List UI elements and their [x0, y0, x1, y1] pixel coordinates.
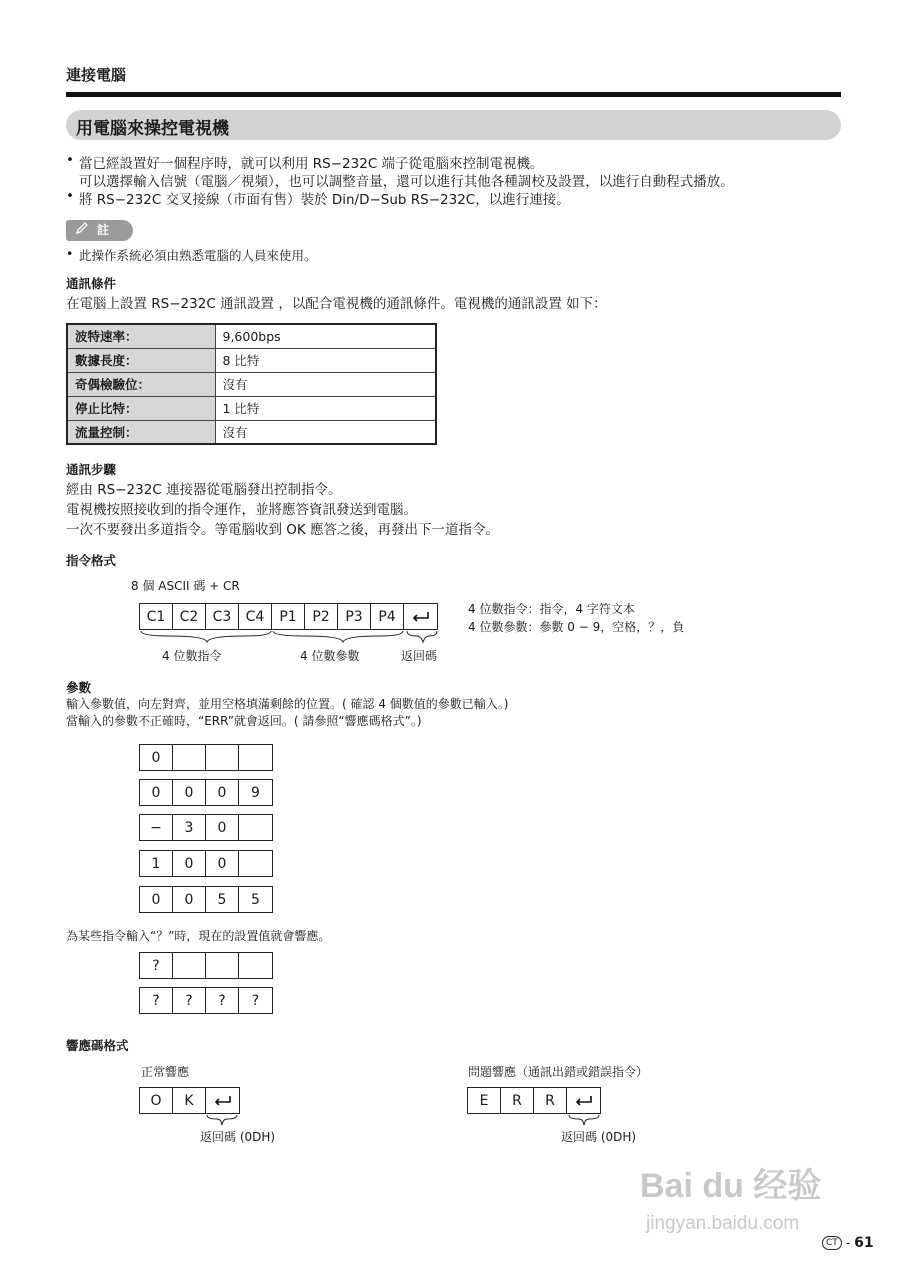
command-format-boxes	[139, 603, 438, 630]
procedure-line-2: 電視機按照接收到的指令運作，並將應答資訊發送到電腦。	[66, 502, 417, 518]
table-row	[67, 372, 436, 396]
query-cell: ?	[251, 992, 260, 1009]
param-cell: 0	[140, 780, 173, 805]
param-cell: 0	[173, 887, 206, 912]
intro-bullet-2: • 將 RS−232C 交叉接線（市面有售）裝於 Din/D−Sub RS−232C，以進行連接。	[79, 188, 570, 208]
table-key: 停止比特：	[67, 396, 215, 420]
param-cell: 0	[140, 745, 173, 770]
table-row	[67, 324, 436, 348]
table-value: 8 比特	[215, 348, 436, 372]
param-example-row	[139, 850, 273, 877]
pencil-icon	[76, 220, 88, 241]
procedure-line-3: 一次不要發出多道指令。等電腦收到 OK 應答之後，再發出下一道指令。	[66, 522, 500, 538]
format-desc-1: 4 位數指令：指令，4 字符文本	[468, 602, 635, 616]
normal-response-boxes	[139, 1087, 240, 1114]
table-row	[67, 420, 436, 444]
table-value: 9,600bps	[215, 324, 436, 348]
query-cell: ?	[140, 953, 173, 978]
format-top-label: 8 個 ASCII 碼 + CR	[131, 579, 240, 593]
param-cell: 0	[140, 887, 173, 912]
query-example-row	[139, 987, 273, 1014]
table-row	[67, 348, 436, 372]
query-cell: ?	[173, 988, 206, 1013]
response-cell: E	[468, 1088, 501, 1113]
error-return-code: 返回碼 (0DH)	[561, 1130, 637, 1144]
param-cell: 3	[173, 815, 206, 840]
table-key: 奇偶檢驗位：	[67, 372, 215, 396]
query-cell: ?	[140, 988, 173, 1013]
table-key: 流量控制：	[67, 420, 215, 444]
param-cell	[239, 815, 272, 840]
query-text: 為某些指令輸入“？”時，現在的設置值就會響應。	[66, 929, 331, 943]
page-number	[822, 1235, 874, 1251]
response-heading: 響應碼格式	[66, 1038, 129, 1053]
param-cell: 1	[140, 851, 173, 876]
note-text: • 此操作系統必須由熟悉電腦的人員來使用。	[79, 246, 317, 264]
table-key: 波特速率：	[67, 324, 215, 348]
format-cell: C2	[173, 604, 206, 629]
comm-desc: 在電腦上設置 RS−232C 通訊設置 ，以配合電視機的通訊條件。電視機的通訊設置 如下：	[66, 296, 607, 312]
normal-return-code: 返回碼 (0DH)	[200, 1130, 276, 1144]
format-label-param: 4 位數參數	[300, 649, 360, 663]
intro-bullet-1-cont: 可以選擇輸入信號（電腦／視頻），也可以調整音量，還可以進行其他各種調校及設置，以進行自動程式播放。	[79, 174, 734, 190]
format-cell: C1	[140, 604, 173, 629]
params-line-1: 輸入參數值，向左對齊，並用空格填滿剩餘的位置。( 確認 4 個數值的參數已輸入。)	[66, 697, 509, 711]
param-example-row	[139, 814, 273, 841]
table-value: 沒有	[215, 420, 436, 444]
table-value: 1 比特	[215, 396, 436, 420]
format-desc-2: 4 位數參數：參數 0 − 9，空格，？，負	[468, 620, 685, 634]
table-key: 數據長度：	[67, 348, 215, 372]
normal-return-brace	[205, 1113, 239, 1127]
param-cell	[239, 745, 272, 770]
param-cell: 5	[251, 891, 260, 908]
param-cell	[206, 745, 239, 770]
param-example-row	[139, 779, 273, 806]
param-cell: 0	[206, 815, 239, 840]
section-header: 連接電腦	[66, 66, 127, 84]
query-cell	[206, 953, 239, 978]
format-cell: P2	[305, 604, 338, 629]
param-cell: 0	[206, 780, 239, 805]
note-badge-label: 註	[97, 223, 110, 237]
table-value: 沒有	[215, 372, 436, 396]
return-key-icon	[404, 604, 437, 629]
format-heading: 指令格式	[66, 553, 117, 568]
param-cell: 0	[173, 851, 206, 876]
query-cell	[239, 953, 272, 978]
param-example-row	[139, 744, 273, 771]
watermark-logo: Bai du 经验	[640, 1167, 822, 1205]
query-cell: ?	[206, 988, 239, 1013]
page-title: 用電腦來操控電視機	[76, 119, 229, 139]
format-cell: P4	[371, 604, 404, 629]
page-number-dash: -	[845, 1236, 851, 1250]
error-return-brace	[567, 1113, 601, 1127]
note-badge	[66, 220, 133, 241]
param-cell	[239, 851, 272, 876]
table-row	[67, 396, 436, 420]
format-label-cmd: 4 位數指令	[162, 649, 222, 663]
procedure-line-1: 經由 RS−232C 連接器從電腦發出控制指令。	[66, 482, 342, 498]
param-cell: 9	[251, 784, 260, 801]
format-label-return: 返回碼	[401, 649, 438, 663]
param-cell: −	[140, 815, 173, 840]
response-cell: O	[140, 1088, 173, 1113]
format-braces	[139, 629, 439, 645]
watermark-url: jingyan.baidu.com	[646, 1213, 800, 1234]
param-cell: 0	[206, 851, 239, 876]
param-cell	[173, 745, 206, 770]
error-response-boxes	[467, 1087, 601, 1114]
params-line-2: 當輸入的參數不正確時，“ERR”就會返回。( 請參照“響應碼格式”。)	[66, 714, 422, 728]
format-cell: C4	[239, 604, 272, 629]
format-cell: P3	[338, 604, 371, 629]
query-example-row	[139, 952, 273, 979]
response-cell: R	[501, 1088, 534, 1113]
procedure-heading: 通訊步驟	[66, 462, 117, 477]
query-cell	[173, 953, 206, 978]
intro-bullet-1: • 當已經設置好一個程序時，就可以利用 RS−232C 端子從電腦來控制電視機。	[79, 152, 544, 172]
response-cell: K	[173, 1088, 206, 1113]
page-number-value: 61	[854, 1235, 874, 1251]
header-rule	[66, 92, 841, 97]
format-cell: P1	[272, 604, 305, 629]
response-cell: R	[534, 1088, 567, 1113]
param-cell: 5	[206, 887, 239, 912]
return-key-icon	[206, 1088, 239, 1113]
comm-heading: 通訊條件	[66, 276, 117, 291]
normal-response-label: 正常響應	[141, 1065, 190, 1079]
comm-table	[66, 323, 437, 445]
format-cell: C3	[206, 604, 239, 629]
error-response-label: 問題響應（通訊出錯或錯誤指令）	[468, 1065, 649, 1079]
params-heading: 參數	[66, 680, 92, 695]
ct-badge: CT	[822, 1236, 842, 1250]
param-example-row	[139, 886, 273, 913]
return-key-icon	[567, 1088, 600, 1113]
param-cell: 0	[173, 780, 206, 805]
